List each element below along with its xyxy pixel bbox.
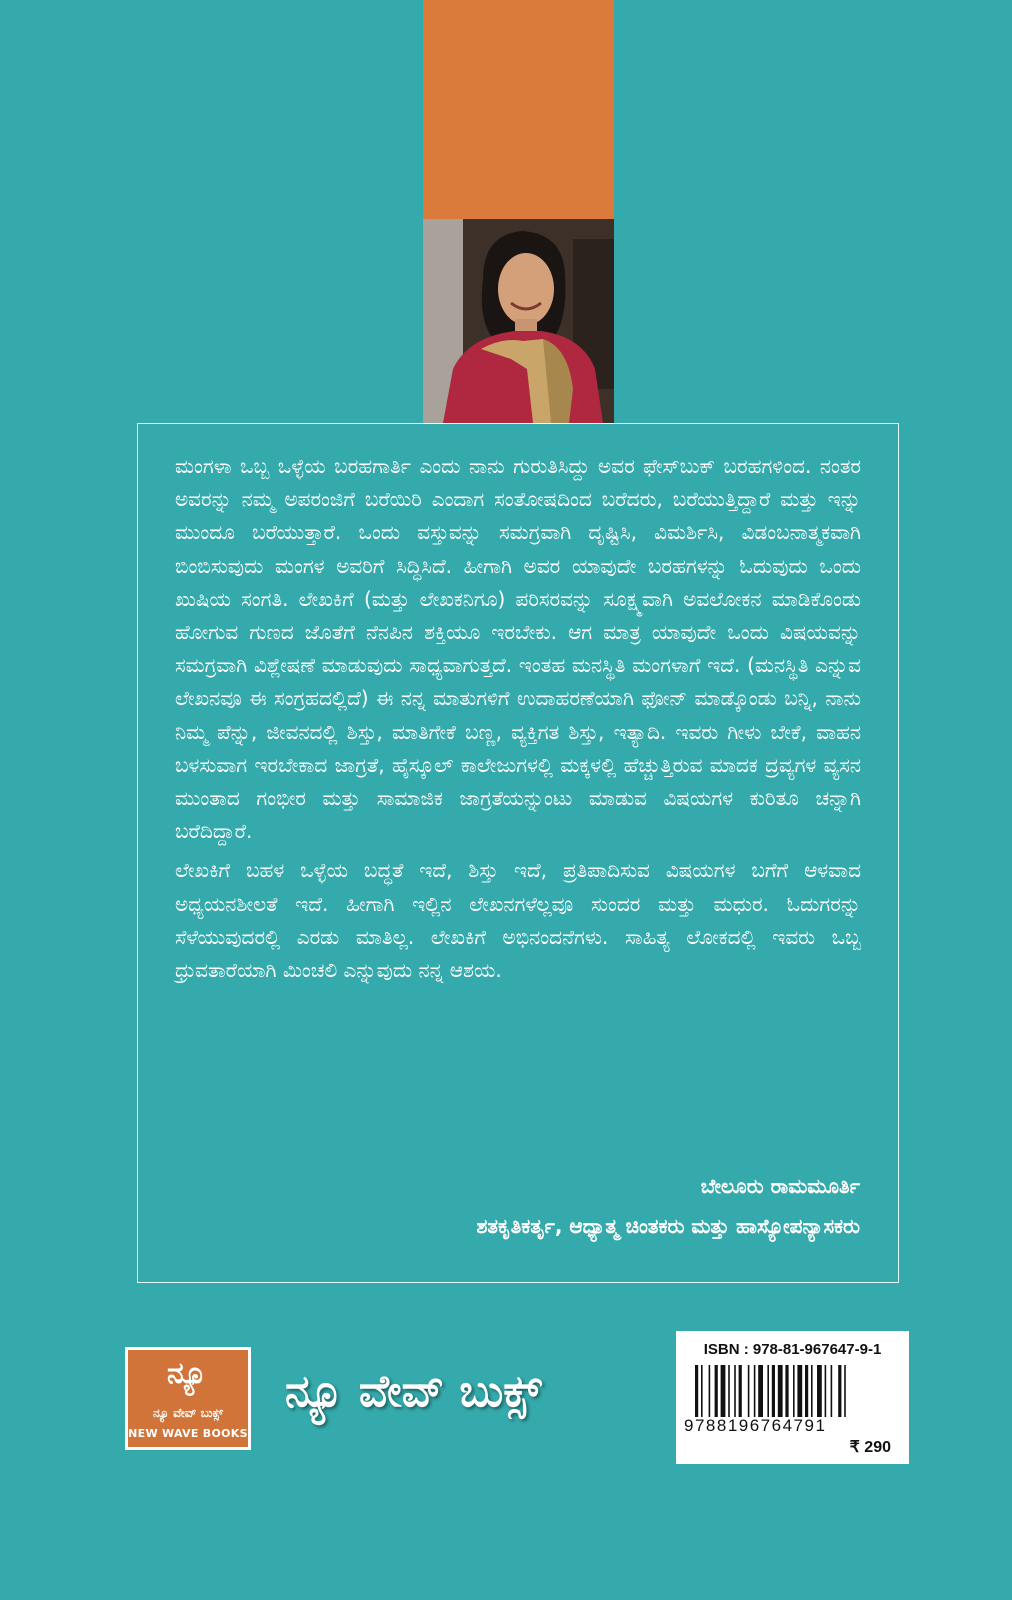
barcode-bar <box>701 1365 703 1417</box>
foreword-text <box>175 450 861 993</box>
barcode-bar <box>831 1365 833 1417</box>
barcode-bar <box>734 1365 736 1417</box>
publisher-logo-english: NEW WAVE BOOKS <box>128 1427 248 1440</box>
author-portrait-image <box>423 219 614 423</box>
publisher-logo-mark: ನ್ಯೂ <box>167 1356 209 1391</box>
publisher-logo-background <box>128 1350 248 1447</box>
barcode-bar <box>844 1365 846 1417</box>
isbn-label: ISBN : 978-81-967647-9-1 <box>703 1341 882 1358</box>
publisher-name: ನ್ಯೂ ವೇವ್ ಬುಕ್ಸ್ <box>285 1366 542 1417</box>
barcode-bar <box>785 1365 788 1417</box>
foreword-paragraph-1: ಮಂಗಳಾ ಒಬ್ಬ ಒಳ್ಳೆಯ ಬರಹಗಾರ್ತಿ ಎಂದು ನಾನು ಗುರುತಿಸಿದ್ದು ಅವರ ಫೇಸ್‌ಬುಕ್ ಬರಹಗಳಿಂದ. ನಂತರ ಅವರನ್ನು ನಮ್ಮ ಅಪರಂಜಿಗೆ ಬರೆಯಿರಿ ಎಂದಾಗ ಸಂತೋಷದಿಂದ ಬರೆದರು, ಬರೆಯುತ್ತಿದ್ದಾರೆ ಮತ್ತು ಇನ್ನು ಮುಂದೂ ಬರೆಯುತ್ತಾರೆ. ಒಂದು ವಸ್ತುವನ್ನು ಸಮಗ್ರವಾಗಿ ದೃಷ್ಟಿಸಿ, ವಿಮರ್ಶಿಸಿ, ವಿಡಂಬನಾತ್ಮಕವಾಗಿ ಬಿಂಬಿಸುವುದು ಮಂಗಳ ಅವರಿಗೆ ಸಿದ್ಧಿಸಿದೆ. ಹೀಗಾಗಿ ಅವರ ಯಾವುದೇ ಬರಹಗಳನ್ನು ಓದುವುದು ಒಂದು ಖುಷಿಯ ಸಂಗತಿ. ಲೇಖಕಿಗೆ (ಮತ್ತು ಲೇಖಕನಿಗೂ) ಪರಿಸರವನ್ನು ಸೂಕ್ಷ್ಮವಾಗಿ ಅವಲೋಕನ ಮಾಡಿಕೊಂಡು ಹೋಗುವ ಗುಣದ ಜೊತೆಗೆ ನೆನಪಿನ ಶಕ್ತಿಯೂ ಇರಬೇಕು. ಆಗ ಮಾತ್ರ ಯಾವುದೇ ಒಂದು ವಿಷಯವನ್ನು ಸಮಗ್ರವಾಗಿ ವಿಶ್ಲೇಷಣೆ ಮಾಡುವುದು ಸಾಧ್ಯವಾಗುತ್ತದೆ. ಇಂತಹ ಮನಸ್ಥಿತಿ ಮಂಗಳಾಗೆ ಇದೆ. (ಮನಸ್ಥಿತಿ ಎನ್ನುವ ಲೇಖನವೂ ಈ ಸಂಗ್ರಹದಲ್ಲಿದೆ) ಈ ನನ್ನ ಮಾತುಗಳಿಗೆ ಉದಾಹರಣೆಯಾಗಿ ಫೋನ್ ಮಾಡ್ಕೊಂಡು ಬನ್ನಿ, ನಾನು ನಿಮ್ಮ ಪೆನ್ನು, ಜೀವನದಲ್ಲಿ ಶಿಸ್ತು, ಮಾತಿಗೇಕೆ ಬಣ್ಣ, ವ್ಯಕ್ತಿಗತ ಶಿಸ್ತು, ಇತ್ಯಾದಿ. ಇವರು ಗೀಳು ಬೇಕೆ, ವಾಹನ ಬಳಸುವಾಗ ಇರಬೇಕಾದ ಜಾಗ್ರತೆ, ಹೈಸ್ಕೂಲ್ ಕಾಲೇಜುಗಳಲ್ಲಿ ಮಕ್ಕಳಲ್ಲಿ ಹೆಚ್ಚುತ್ತಿರುವ ಮಾದಕ ದ್ರವ್ಯಗಳ ವ್ಯಸನ ಮುಂತಾದ ಗಂಭೀರ ಮತ್ತು ಸಾಮಾಜಿಕ ಜಾಗ್ರತೆಯನ್ನುಂಟು ಮಾಡುವ ವಿಷಯಗಳ ಕುರಿತೂ ಚನ್ನಾಗಿ ಬರೆದಿದ್ದಾರೆ. <box>175 454 861 844</box>
publisher-logo <box>125 1347 251 1450</box>
barcode-bar <box>825 1365 827 1417</box>
barcode-bar <box>754 1365 756 1417</box>
isbn-digits: 9788196764791 <box>684 1416 827 1435</box>
barcode-bar <box>772 1365 775 1417</box>
barcode-bar <box>758 1365 763 1417</box>
barcode-bar <box>838 1365 841 1417</box>
barcode-bar <box>709 1365 711 1417</box>
barcode-bar <box>811 1365 813 1417</box>
signature-title: ಶತಕೃತಿಕರ್ತೃ, ಆಧ್ಯಾತ್ಮ ಚಿಂತಕರು ಮತ್ತು ಹಾಸ್ಯೋಪನ್ಯಾಸಕರು <box>476 1214 860 1238</box>
barcode-bar <box>797 1365 802 1417</box>
barcode-bar <box>767 1365 769 1417</box>
foreword-paragraph-2: ಲೇಖಕಿಗೆ ಬಹಳ ಒಳ್ಳೆಯ ಬದ್ಧತೆ ಇದೆ, ಶಿಸ್ತು ಇದೆ, ಪ್ರತಿಪಾದಿಸುವ ವಿಷಯಗಳ ಬಗೆಗೆ ಆಳವಾದ ಅಧ್ಯಯನಶೀಲತೆ ಇದೆ. ಹೀಗಾಗಿ ಇಲ್ಲಿನ ಲೇಖನಗಳೆಲ್ಲವೂ ಸುಂದರ ಮತ್ತು ಮಧುರ. ಓದುಗರನ್ನು ಸೆಳೆಯುವುದರಲ್ಲಿ ಎರಡು ಮಾತಿಲ್ಲ. ಲೇಖಕಿಗೆ ಅಭಿನಂದನೆಗಳು. ಸಾಹಿತ್ಯ ಲೋಕದಲ್ಲಿ ಇವರು ಒಬ್ಬ ಧ್ರುವತಾರೆಯಾಗಿ ಮಿಂಚಲಿ ಎನ್ನುವುದು ನನ್ನ ಆಶಯ. <box>175 858 861 983</box>
barcode-bar <box>805 1365 808 1417</box>
signature-name: ಬೇಲೂರು ರಾಮಮೂರ್ತಿ <box>700 1174 860 1198</box>
barcode-bar <box>715 1365 718 1417</box>
barcode-bar <box>728 1365 730 1417</box>
orange-accent-strip <box>423 0 614 219</box>
barcode-icon <box>695 1365 890 1417</box>
foreword-box <box>137 423 899 1283</box>
barcode-bar <box>817 1365 822 1417</box>
barcode-bar <box>739 1365 742 1417</box>
price: ₹ 290 <box>849 1439 891 1456</box>
barcode-bar <box>793 1365 795 1417</box>
barcode-bar <box>695 1365 698 1417</box>
author-photo <box>423 219 614 423</box>
isbn-barcode-box <box>676 1331 909 1464</box>
barcode-bar <box>748 1365 750 1417</box>
barcode-bar <box>778 1365 783 1417</box>
publisher-logo-kannada: ನ್ಯೂ ವೇವ್ ಬುಕ್ಸ್ <box>153 1406 223 1420</box>
barcode-bar <box>721 1365 726 1417</box>
